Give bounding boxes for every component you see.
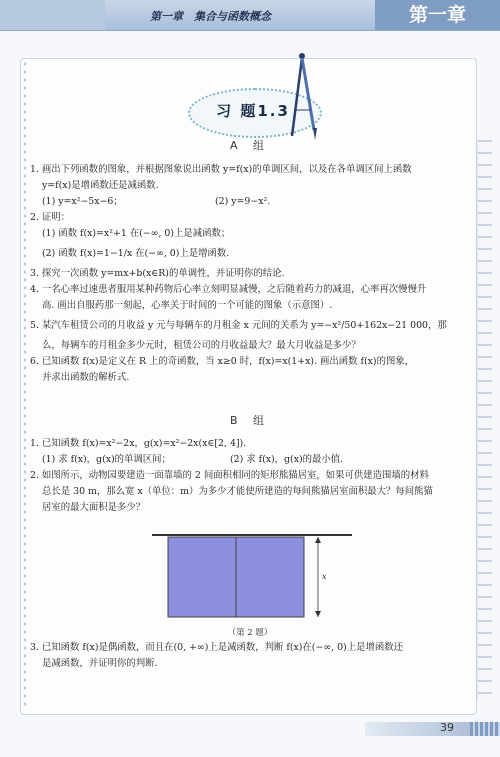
a-q5-line2: 么，每辆车的月租金多少元时，租赁公司的月收益最大？最大月收益是多少？ bbox=[42, 340, 361, 351]
b-q1-options bbox=[30, 452, 470, 468]
a-q2-option-2: (2) 函数 f(x)=1−1/x 在(−∞, 0)上是增函数. bbox=[42, 248, 230, 259]
panda-enclosure-figure bbox=[152, 533, 352, 619]
b-q2-line3: 居室的最大面积是多少？ bbox=[42, 502, 146, 513]
b-q2-line1: 2. 如图所示，动物园要建造一面靠墙的 2 间面积相同的矩形熊猫居室，如果可供建造围墙的材料 bbox=[30, 470, 429, 481]
header-decor bbox=[0, 0, 105, 30]
a-q1-options bbox=[30, 194, 470, 210]
a-q3: 3. 探究一次函数 y=mx+b(x∈R)的单调性，并证明你的结论. bbox=[30, 268, 285, 279]
group-a-content bbox=[30, 162, 470, 386]
a-q2-line1: 2. 证明： bbox=[30, 212, 71, 223]
a-q4-line1: 4. 一名心率过速患者服用某种药物后心率立刻明显减慢，之后随着药力的减退，心率再次慢慢升 bbox=[30, 284, 427, 295]
a-q6-line2: 并求出函数的解析式. bbox=[42, 372, 130, 383]
a-q1-line2: y=f(x)是增函数还是减函数. bbox=[42, 180, 159, 191]
chapter-header-title: 第一章 集合与函数概念 bbox=[150, 10, 271, 23]
enclosure-room-left bbox=[168, 537, 236, 617]
section-title: 习 题1.3 bbox=[216, 102, 290, 120]
a-q4-line2: 高. 画出自服药那一刻起，心率关于时间的一个可能的图象（示意图）. bbox=[42, 300, 333, 311]
b-q2-line2: 总长是 30 m，那么宽 x（单位：m）为多少才能使所建造的每间熊猫居室面积最大？每间熊猫 bbox=[42, 486, 433, 497]
b-q1-line1: 1. 已知函数 f(x)=x²−2x，g(x)=x²−2x(x∈[2, 4]). bbox=[30, 438, 247, 449]
page-number: 39 bbox=[440, 721, 454, 734]
frame-dot-border bbox=[22, 60, 28, 710]
group-b-label: B 组 bbox=[229, 414, 271, 427]
footer-stripes bbox=[470, 722, 500, 736]
width-x-label: x bbox=[322, 572, 327, 581]
figure-caption: （第 2 题） bbox=[227, 628, 273, 638]
a-q1-option-2: (2) y=9−x². bbox=[214, 196, 271, 207]
a-q6-line1: 6. 已知函数 f(x)是定义在 R 上的奇函数，当 x≥0 时，f(x)=x(1+x). 画出函数 f(x)的图象， bbox=[30, 356, 415, 367]
group-a-label: A 组 bbox=[229, 139, 271, 152]
b-q3-line1: 3. 已知函数 f(x)是偶函数，而且在(0, +∞)上是减函数，判断 f(x)在(−∞, 0)上是增函数还 bbox=[30, 642, 403, 653]
enclosure-room-right bbox=[236, 537, 304, 617]
a-q1-line1: 1. 画出下列函数的图象，并根据图象说出函数 y=f(x)的单调区间，以及在各单调区间上函数 bbox=[30, 164, 412, 175]
chapter-tab: 第一章 bbox=[375, 0, 500, 30]
b-q1-option-2: (2) 求 f(x)，g(x)的最小值. bbox=[229, 454, 344, 465]
a-q2-option-1: (1) 函数 f(x)=x²+1 在(−∞, 0)上是减函数； bbox=[42, 228, 231, 239]
group-b-content-2 bbox=[30, 640, 470, 672]
b-q3-line2: 是减函数，并证明你的判断. bbox=[42, 658, 158, 669]
a-q5-line1: 5. 某汽车租赁公司的月收益 y 元与每辆车的月租金 x 元间的关系为 y=−x²/50+162x−21 000，那 bbox=[30, 320, 447, 331]
compass-icon bbox=[286, 50, 322, 142]
a-q1-option-1: (1) y=x²−5x−6； bbox=[42, 196, 123, 207]
group-b-content bbox=[30, 436, 470, 516]
b-q1-option-1: (1) 求 f(x)，g(x)的单调区间； bbox=[42, 454, 171, 465]
